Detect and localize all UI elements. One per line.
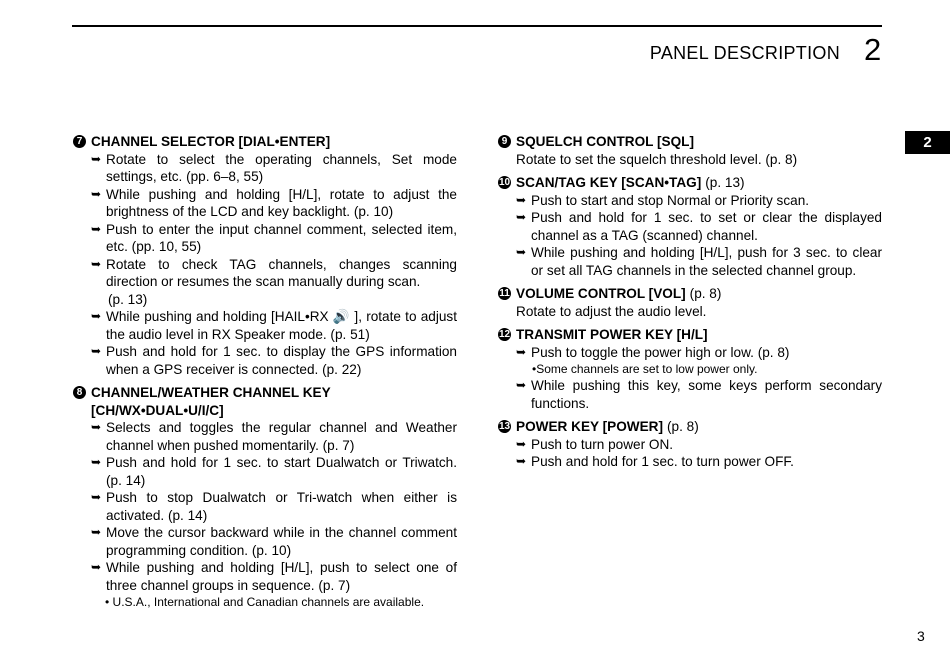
section-channel-weather-key [73, 384, 457, 610]
section-power-key [498, 418, 882, 471]
list-item: ➥ Push to turn power ON. [516, 436, 674, 452]
page-reference: (p. 13) [705, 175, 745, 190]
left-column [73, 133, 457, 616]
list-item: ➥ While pushing and holding [H/L], rotate to adjust the brightness of the LCD and key backlight. (p. 10) [91, 186, 457, 219]
arrow-icon: ➥ [516, 192, 527, 207]
heading: VOLUME CONTROL [VOL] [516, 286, 686, 301]
note: •Some channels are set to low power only. [532, 362, 758, 376]
note: • U.S.A., International and Canadian channels are available. [105, 595, 425, 609]
description: Rotate to set the squelch threshold level. (p. 8) [516, 151, 798, 167]
page-reference: (p. 8) [667, 419, 699, 434]
arrow-icon: ➥ [91, 344, 102, 358]
list-item: ➥ Push to start and stop Normal or Priority scan. [516, 192, 810, 208]
section-title: PANEL DESCRIPTION [649, 43, 840, 63]
arrow-icon: ➥ [91, 151, 102, 166]
arrow-icon: ➥ [516, 245, 527, 259]
list-item: ➥ Push and hold for 1 sec. to display the GPS information when a GPS receiver is connected. (p. 22) [91, 344, 457, 377]
heading: SQUELCH CONTROL [SQL] [516, 134, 694, 149]
list-item: ➥ Move the cursor backward while in the channel comment programming condition. (p. 10) [91, 525, 457, 558]
page-number: 3 [917, 628, 925, 644]
list-item: ➥ Rotate to select the operating channels, Set mode settings, etc. (pp. 6–8, 55) [91, 151, 457, 184]
list-item: ➥ Push and hold for 1 sec. to set or clear the displayed channel as a TAG (scanned) channel. [516, 210, 882, 243]
number-badge: 9 [498, 135, 511, 148]
list-item: ➥ Push and hold for 1 sec. to turn power OFF. [516, 454, 794, 469]
number-badge: 11 [499, 288, 510, 299]
number-badge: 10 [498, 177, 511, 188]
number-badge: 8 [73, 386, 86, 399]
arrow-icon: ➥ [91, 221, 102, 236]
arrow-icon: ➥ [516, 436, 527, 451]
arrow-icon: ➥ [91, 560, 102, 574]
page-reference: (p. 13) [108, 291, 148, 307]
section-title-row [73, 133, 457, 151]
arrow-icon: ➥ [91, 186, 102, 201]
list-item: ➥ Rotate to check TAG channels, changes scanning direction or resumes the scan manually during scan. [91, 256, 457, 289]
section-title-row [498, 326, 882, 344]
section-title-row [498, 133, 882, 151]
arrow-icon: ➥ [91, 309, 102, 323]
section-title-row [73, 384, 457, 419]
section-scan-tag-key [498, 174, 882, 279]
arrow-icon: ➥ [516, 344, 527, 359]
arrow-icon: ➥ [516, 210, 527, 224]
list-item: ➥ While pushing and holding [H/L], push for 3 sec. to clear or set all TAG channels in the selected channel group. [516, 245, 882, 278]
arrow-icon: ➥ [516, 378, 527, 392]
section-volume-control [498, 285, 882, 320]
arrow-icon: ➥ [91, 256, 102, 271]
list-item: ➥ Selects and toggles the regular channel and Weather channel when pushed momentarily. (p. 7) [91, 420, 457, 453]
arrow-icon: ➥ [91, 525, 102, 539]
arrow-icon: ➥ [91, 455, 102, 469]
list-item: ➥ Push to enter the input channel comment, selected item, etc. (pp. 10, 55) [91, 221, 457, 254]
right-column [498, 133, 882, 477]
heading: TRANSMIT POWER KEY [H/L] [516, 327, 708, 342]
list-item: ➥ While pushing this key, some keys perform secondary functions. [516, 378, 882, 411]
number-badge: 13 [498, 421, 511, 432]
heading: SCAN/TAG KEY [SCAN•TAG] [516, 175, 702, 190]
arrow-icon: ➥ [91, 420, 102, 434]
list-item: ➥ Push to toggle the power high or low. (p. 8) [516, 344, 790, 360]
section-squelch-control [498, 133, 882, 168]
list-item: ➥ While pushing and holding [HAIL•RX 🔊 ], rotate to adjust the audio level in RX Speaker mode. (p. 51) [91, 309, 457, 342]
section-channel-selector [73, 133, 457, 378]
section-transmit-power-key [498, 326, 882, 412]
list-item: ➥ While pushing and holding [H/L], push to select one of three channel groups in sequence. (p. 7) [91, 560, 457, 593]
section-title-row [498, 418, 882, 436]
heading: POWER KEY [POWER] [516, 419, 664, 434]
heading: CHANNEL/WEATHER CHANNEL KEY [CH/WX•DUAL•U/I/C] [91, 385, 331, 418]
list-item: ➥ Push and hold for 1 sec. to start Dualwatch or Triwatch. (p. 14) [91, 455, 457, 488]
arrow-icon: ➥ [516, 454, 527, 468]
chapter-number: 2 [864, 32, 882, 67]
list-item: ➥ Push to stop Dualwatch or Tri-watch when either is activated. (p. 14) [91, 490, 457, 523]
page-reference: (p. 8) [689, 286, 722, 301]
section-title-row [498, 174, 882, 192]
arrow-icon: ➥ [91, 490, 102, 504]
description: Rotate to adjust the audio level. [516, 303, 707, 319]
chapter-tab: 2 [905, 131, 950, 154]
heading: CHANNEL SELECTOR [DIAL•ENTER] [91, 134, 331, 149]
number-badge: 7 [73, 135, 86, 148]
number-badge: 12 [498, 329, 511, 340]
section-title-row [498, 285, 882, 303]
header-rule [72, 25, 882, 27]
